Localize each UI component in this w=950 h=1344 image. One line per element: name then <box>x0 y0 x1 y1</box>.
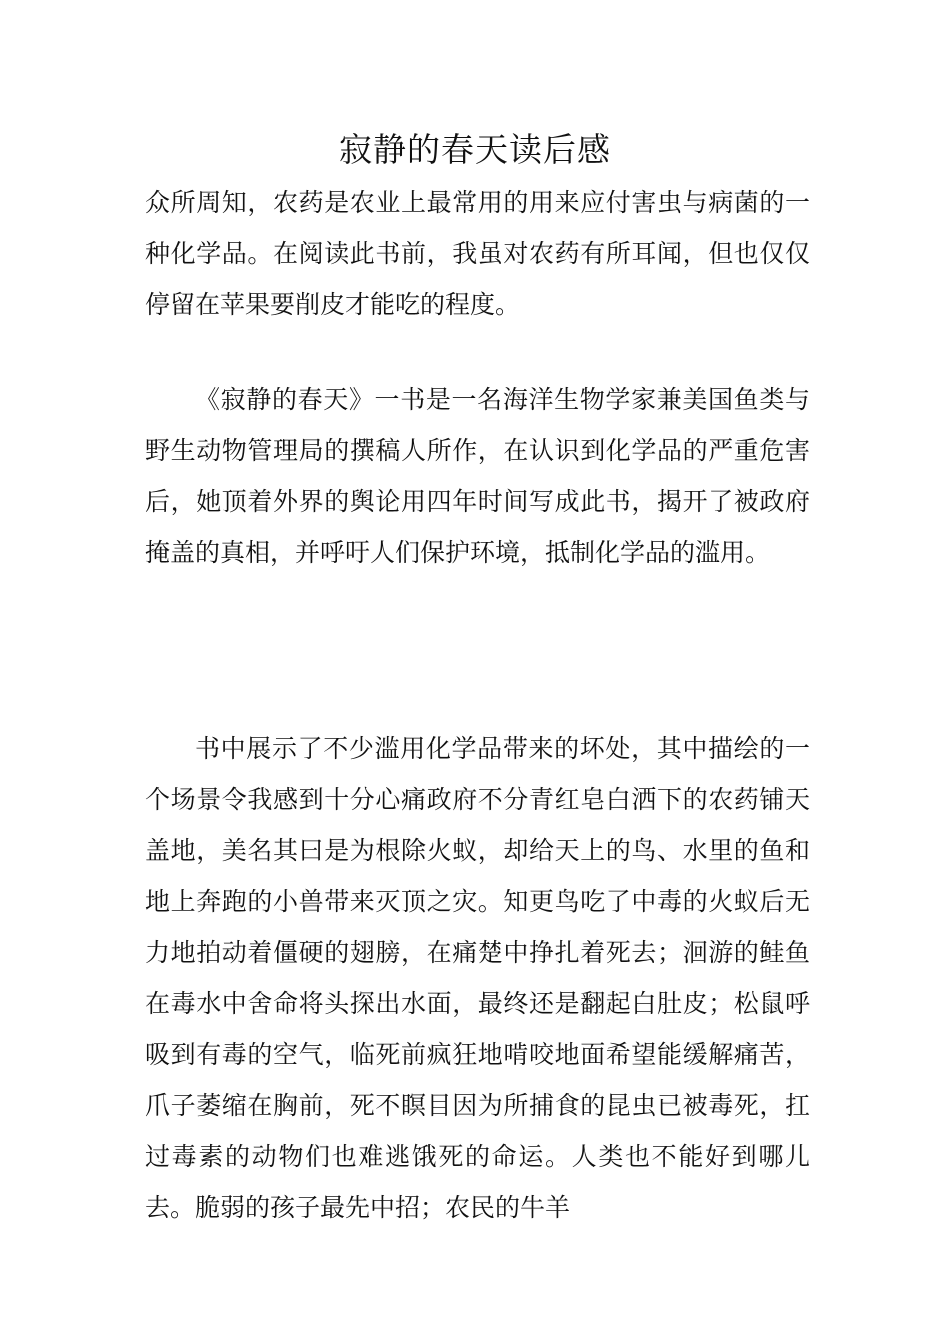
paragraph-2: 《寂静的春天》一书是一名海洋生物学家兼美国鱼类与野生动物管理局的撰稿人所作，在认识到化学品的严重危害后，她顶着外界的舆论用四年时间写成此书，揭开了被政府掩盖的真相，并呼吁人们保护环境，抵制化学品的滥用。 <box>145 385 810 567</box>
page-title: 寂静的春天读后感 <box>339 130 611 169</box>
paragraph-3: 书中展示了不少滥用化学品带来的坏处，其中描绘的一个场景令我感到十分心痛政府不分青红皂白洒下的农药铺天盖地，美名其曰是为根除火蚁，却给天上的鸟、水里的鱼和地上奔跑的小兽带来灭顶之灾。知更鸟吃了中毒的火蚁后无力地拍动着僵硬的翅膀，在痛楚中挣扎着死去；洄游的鲑鱼在毒水中舍命将头探出水面，最终还是翻起白肚皮；松鼠呼吸到有毒的空气，临死前疯狂地啃咬地面希望能缓解痛苦，爪子萎缩在胸前，死不瞑目因为所捕食的昆虫已被毒死，扛过毒素的动物们也难逃饿死的命运。人类也不能好到哪儿去。脆弱的孩子最先中招；农民的牛羊 <box>145 734 810 1222</box>
paragraph-1: 众所周知，农药是农业上最常用的用来应付害虫与病菌的一种化学品。在阅读此书前，我虽对农药有所耳闻，但也仅仅停留在苹果要削皮才能吃的程度。 <box>145 188 810 319</box>
